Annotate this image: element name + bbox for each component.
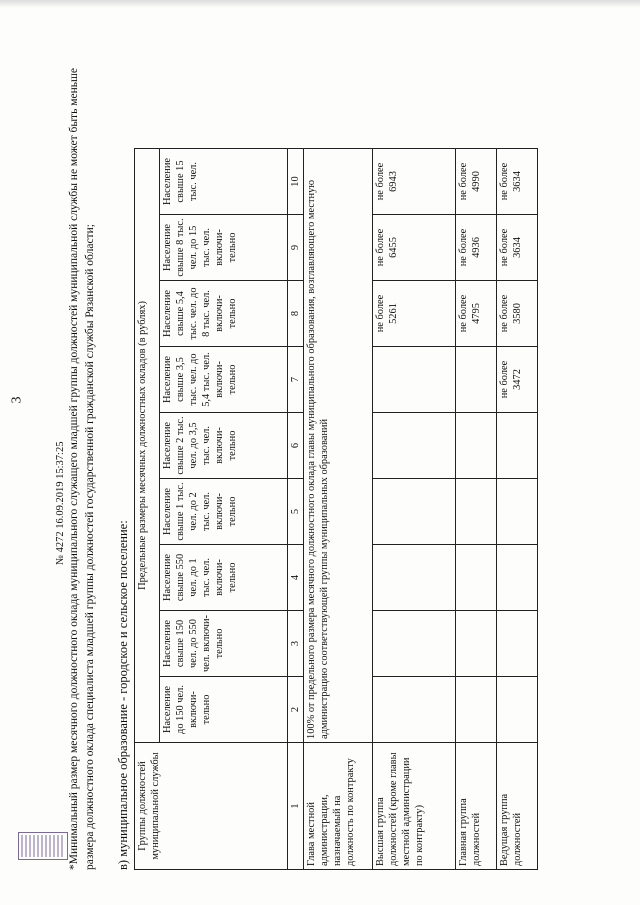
- row-label: Высшая группа должностей (кроме главы местной администрации по контракту): [373, 743, 456, 870]
- salary-table: [134, 148, 538, 870]
- col-header: Население свыше 150 чел. до 550 чел. включи-тельно: [160, 611, 288, 677]
- head-row-text: 100% от предельного размера месячного должностного оклада главы муниципального образования, возглавляющего местную администрацию соответствующей группы муниципальных образований: [304, 149, 373, 743]
- row-label: Ведущая группа должностей: [497, 743, 538, 870]
- table-cell: не более 4990: [456, 149, 497, 215]
- row-label: Главная группа должностей: [456, 743, 497, 870]
- table-cell: [497, 611, 538, 677]
- registration-stamp-text: № 4272 16.09.2019 15:37:25: [55, 441, 66, 565]
- col-number: 8: [288, 281, 304, 347]
- col-number: 7: [288, 347, 304, 413]
- table-cell: [373, 347, 456, 413]
- col-number: 10: [288, 149, 304, 215]
- col-header: Население до 150 чел. включи-тельно: [160, 677, 288, 743]
- table-cell: [456, 611, 497, 677]
- col-number: 1: [288, 743, 304, 870]
- scan-edge: [0, 0, 640, 8]
- col-header: Население свыше 1 тыс. чел. до 2 тыс. чел. включи-тельно: [160, 479, 288, 545]
- col-header: Население свыше 550 чел. до 1 тыс. чел. включи-тельно: [160, 545, 288, 611]
- header-group-col: Группы должностей муниципальной службы: [135, 743, 288, 870]
- col-header: Население свыше 2 тыс. чел. до 3,5 тыс. чел. включи-тельно: [160, 413, 288, 479]
- table-cell: [373, 413, 456, 479]
- table-cell: не более 3634: [497, 215, 538, 281]
- table-cell: не более 4936: [456, 215, 497, 281]
- page-number: 3: [9, 396, 25, 404]
- table-cell: [456, 545, 497, 611]
- registration-stamp-icon: [18, 832, 68, 860]
- intro-paragraph: *Минимальный размер месячного должностного оклада муниципального служащего младшей группы должностей муниципальной службы не может быть меньше размера должностного оклада специалиста младшей группы должностей государственной гражданской службы Рязанской области;: [68, 68, 96, 870]
- table-cell: [373, 545, 456, 611]
- col-number: 3: [288, 611, 304, 677]
- col-number: 4: [288, 545, 304, 611]
- table-cell: [456, 347, 497, 413]
- table-cell: [373, 677, 456, 743]
- col-header: Население свыше 5,4 тыс. чел. до 8 тыс. чел. включи-тельно: [160, 281, 288, 347]
- table-cell: не более 4795: [456, 281, 497, 347]
- table-cell: [497, 545, 538, 611]
- col-number: 9: [288, 215, 304, 281]
- table-cell: не более 5261: [373, 281, 456, 347]
- rotated-content: [66, 12, 626, 892]
- table-cell: не более 3472: [497, 347, 538, 413]
- header-group-title: Предельные размеры месячных должностных окладов (в рублях): [135, 149, 160, 743]
- col-number: 2: [288, 677, 304, 743]
- table-cell: [456, 413, 497, 479]
- col-number: 6: [288, 413, 304, 479]
- table-cell: [373, 479, 456, 545]
- table-cell: [456, 677, 497, 743]
- col-number: 5: [288, 479, 304, 545]
- table-cell: не более 3580: [497, 281, 538, 347]
- table-cell: не более 6455: [373, 215, 456, 281]
- table-cell: [497, 413, 538, 479]
- table-cell: [373, 611, 456, 677]
- section-heading: в) муниципальное образование - городское и сельское поселение:: [116, 520, 130, 870]
- table-cell: не более 3634: [497, 149, 538, 215]
- table-cell: [456, 479, 497, 545]
- col-header: Население свыше 15 тыс. чел.: [160, 149, 288, 215]
- table-cell: [497, 677, 538, 743]
- col-header: Население свыше 8 тыс. чел. до 15 тыс. чел. включи-тельно: [160, 215, 288, 281]
- table-cell: [497, 479, 538, 545]
- col-header: Население свыше 3,5 тыс. чел. до 5,4 тыс. чел. включи-тельно: [160, 347, 288, 413]
- row-label: Глава местной администрации, назначаемый на должность по контракту: [304, 743, 373, 870]
- table-cell: не более 6943: [373, 149, 456, 215]
